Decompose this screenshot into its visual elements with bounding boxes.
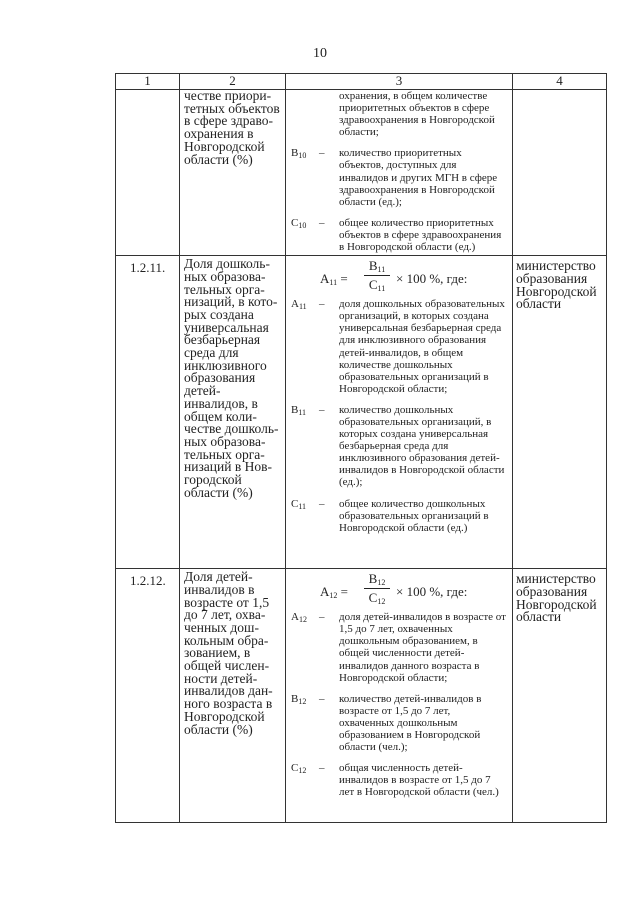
definition-text: количество детей-инвалидов в возрасте от 1,5 до 7 лет, охваченных дошкольным образованием в Новгородской области (чел.); bbox=[339, 692, 482, 754]
indicator-name-cell bbox=[180, 256, 286, 569]
definition-symbol: $B_{12}$ bbox=[291, 692, 307, 706]
definition-text: общее количество дошкольных образовательных организаций в Новгородской области (ед.) bbox=[339, 497, 489, 534]
definition: $B_{11}$ – количество дошкольных образовательных организаций, в которых создана универсальная безбарьерная среда для инклюзивного образования детей-инвалидов в Новгородской области (ед.); bbox=[286, 404, 512, 489]
table-row bbox=[116, 569, 607, 823]
row-number: 1.2.12. bbox=[130, 573, 166, 589]
definition-text: общее количество приоритетных объектов в сфере здравоохранения в Новгородской области (ед.) bbox=[339, 216, 502, 254]
indicator-name: честве приоритетных объектов в сфере здравоохранения в Новгородской области (%) bbox=[184, 88, 280, 167]
column-header: 4 bbox=[513, 74, 607, 90]
method-cell bbox=[286, 256, 513, 569]
table-row bbox=[116, 90, 607, 256]
indicator-name-cell bbox=[180, 90, 286, 256]
row-number-cell bbox=[116, 90, 180, 256]
definition: $A_{12}$ – доля детей-инвалидов в возрасте от 1,5 до 7 лет, охваченных дошкольным образованием, в общей численности детей-инвалидов данного возраста в Новгородской области; bbox=[286, 611, 512, 684]
definition: $B_{10}$ – количество приоритетных объектов, доступных для инвалидов и других МГН в сфере здравоохранения в Новгородской области (ед.); bbox=[286, 147, 512, 207]
column-header: 3 bbox=[286, 74, 513, 90]
definition-continuation: охранения, в общем количестве приоритетных объектов в сфере здравоохранения в Новгородской области; bbox=[339, 90, 495, 139]
page-number: 10 bbox=[313, 46, 327, 61]
definition: $C_{11}$ – общее количество дошкольных образовательных организаций в Новгородской области (ед.) bbox=[286, 498, 512, 534]
definition-text: общая численность детей-инвалидов в возрасте от 1,5 до 7 лет в Новгородской области (чел.) bbox=[339, 762, 499, 799]
formula: $A_{12}$ = $\frac{B_{12}}{C_{12}}$ × 100 %, где: bbox=[320, 571, 468, 607]
responsible-ministry: министерство образования Новгородской области bbox=[516, 258, 597, 312]
definition: $B_{12}$ – количество детей-инвалидов в возрасте от 1,5 до 7 лет, охваченных дошкольным образованием в Новгородской области (чел.); bbox=[286, 693, 512, 753]
indicator-name-cell bbox=[180, 569, 286, 823]
definition-symbol: $A_{12}$ bbox=[291, 611, 307, 625]
indicator-name: Доля дошкольных образовательных организаций, в которых создана универсальная безбарьерная среда для инклюзивного образования детей-инвалидов, в общем количестве дошкольных образовательных организаций в Новгородской области (%) bbox=[184, 256, 279, 500]
responsible-ministry: министерство образования Новгородской области bbox=[516, 571, 597, 625]
definition-text: доля дошкольных образовательных организаций, в которых создана универсальная безбарьерная среда для инклюзивного образования детей-инвалидов, в общем количестве дошкольных образовательных организаций в Новгородской области; bbox=[339, 298, 505, 395]
definition-symbol: $C_{11}$ bbox=[291, 497, 307, 511]
responsible-cell bbox=[513, 256, 607, 569]
indicator-name: Доля детей-инвалидов в возрасте от 1,5 до 7 лет, охваченных дошкольным образованием, в общей численности детей-инвалидов данного возраста в Новгородской области (%) bbox=[184, 569, 273, 737]
definition: $C_{10}$ – общее количество приоритетных объектов в сфере здравоохранения в Новгородской области (ед.) bbox=[286, 217, 512, 253]
column-header: 2 bbox=[180, 74, 286, 90]
definition-symbol: $C_{10}$ bbox=[291, 216, 307, 230]
row-number-cell bbox=[116, 569, 180, 823]
definition: $A_{11}$ – доля дошкольных образовательных организаций, в которых создана универсальная безбарьерная среда для инклюзивного образования детей-инвалидов, в общем количестве дошкольных образовательных организаций в Новгородской области; bbox=[286, 298, 512, 395]
table-row bbox=[116, 256, 607, 569]
row-number: 1.2.11. bbox=[130, 260, 166, 276]
definition-text: количество дошкольных образовательных организаций, в которых создана универсальная безбарьерная среда для инклюзивного образования детей-инвалидов в Новгородской области (ед.); bbox=[339, 403, 505, 489]
formula-fraction: $\frac{B_{12}}{C_{12}}$ bbox=[364, 571, 390, 606]
definition: $C_{12}$ – общая численность детей-инвалидов в возрасте от 1,5 до 7 лет в Новгородской области (чел.) bbox=[286, 762, 512, 798]
indicator-table bbox=[115, 73, 607, 823]
column-header: 1 bbox=[116, 74, 180, 90]
responsible-cell bbox=[513, 90, 607, 256]
formula: $A_{11}$ = $\frac{B_{11}}{C_{11}}$ × 100 %, где: bbox=[320, 258, 468, 294]
definition-symbol: $B_{11}$ bbox=[291, 403, 307, 417]
method-cell bbox=[286, 90, 513, 256]
method-cell bbox=[286, 569, 513, 823]
definition-text: доля детей-инвалидов в возрасте от 1,5 до 7 лет, охваченных дошкольным образованием, в общей численности детей-инвалидов данного возраста в Новгородской области; bbox=[339, 611, 506, 684]
responsible-cell bbox=[513, 569, 607, 823]
definition-text: количество приоритетных объектов, доступных для инвалидов и других МГН в сфере здравоохранения в Новгородской области (ед.); bbox=[339, 147, 498, 208]
formula-fraction: $\frac{B_{11}}{C_{11}}$ bbox=[364, 258, 390, 293]
definition-symbol: $A_{11}$ bbox=[291, 298, 307, 312]
definition-symbol: $B_{10}$ bbox=[291, 147, 307, 161]
definition-symbol: $C_{12}$ bbox=[291, 762, 307, 776]
row-number-cell bbox=[116, 256, 180, 569]
